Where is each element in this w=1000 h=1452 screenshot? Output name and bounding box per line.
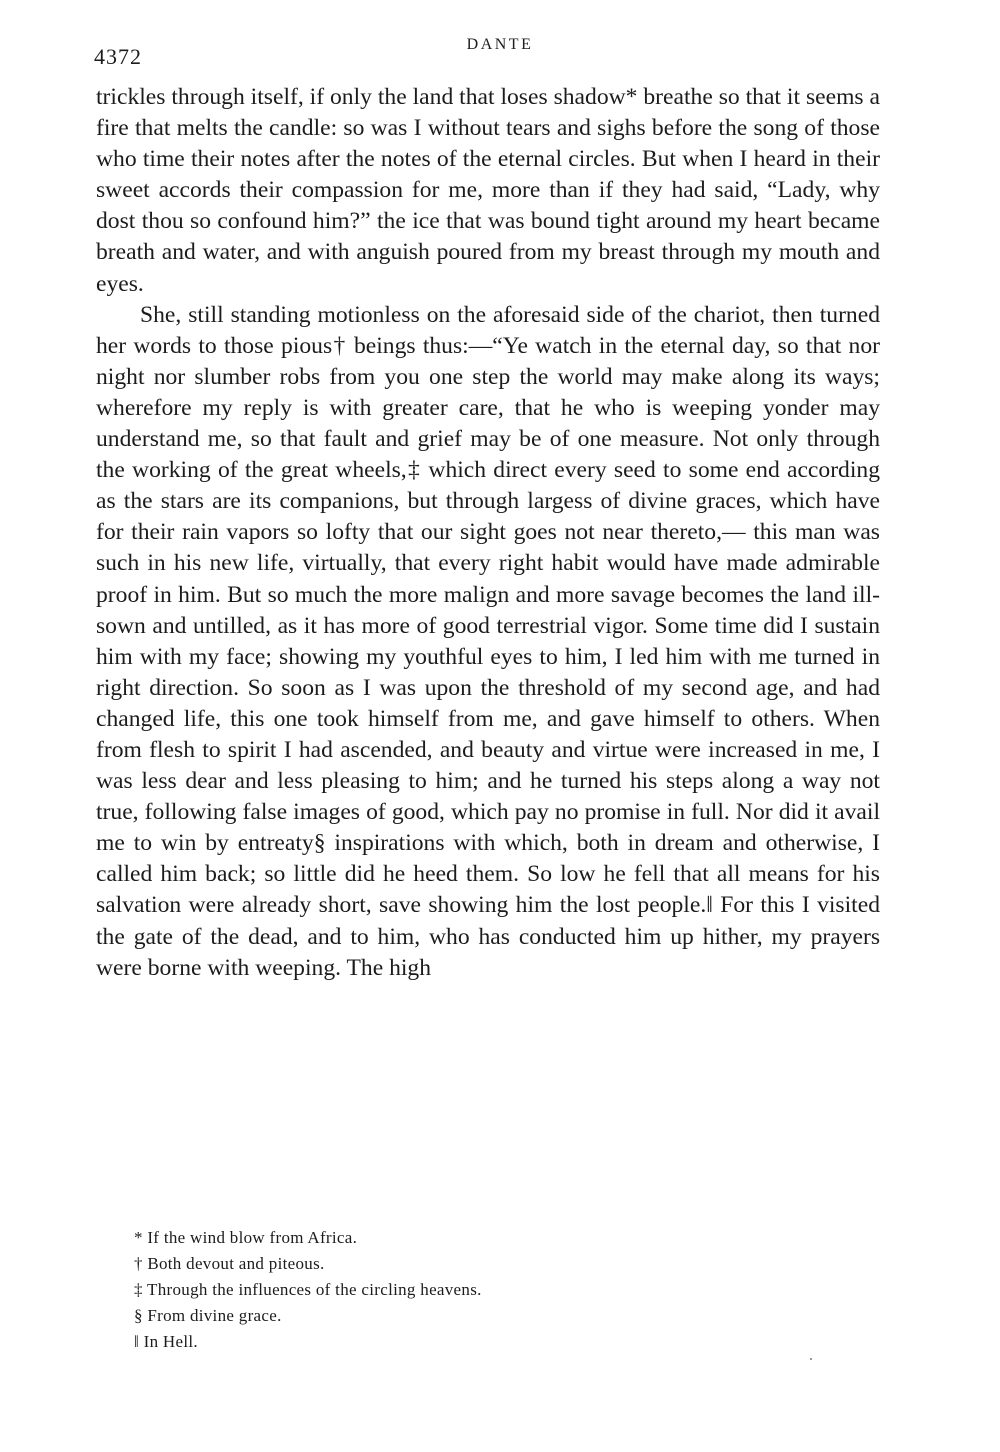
paragraph: She, still standing motionless on the aforesaid side of the chariot, then turned her words to those pious† beings thus:—“Ye watch in the eternal day, so that nor night nor slumber robs from you one step the world may make along its ways; wherefore my reply is with greater care, that he who is weeping yonder may understand me, so that fault and grief may be of one measure. Not only through the working of the great wheels,‡ which direct every seed to some end according as the stars are its companions, but through largess of divine graces, which have for their rain vapors so lofty that our sight goes not near thereto,— this man was such in his new life, virtually, that every right habit would have made admirable proof in him. But so much the more malign and more savage becomes the land ill-sown and untilled, as it has more of good terrestrial vigor. Some time did I sustain him with my face; showing my youthful eyes to him, I led him with me turned in right direction. So soon as I was upon the threshold of my second age, and had changed life, this one took himself from me, and gave himself to others. When from flesh to spirit I had ascended, and beauty and virtue were increased in me, I was less dear and less pleasing to him; and he turned his steps along a way not true, following false images of good, which pay no promise in full. Nor did it avail me to win by entreaty§ inspirations with which, both in dream and otherwise, I called him back; so little did he heed them. So low he fell that all means for his salvation were already short, save showing him the lost people.‖ For this I visited the gate of the dead, and to him, who has conducted him up hither, my prayers were borne with weeping. The high (96, 301, 880, 981)
footnote: * If the wind blow from Africa. (134, 1228, 358, 1247)
footnote: § From divine grace. (134, 1306, 282, 1325)
body-text (96, 82, 880, 984)
page-number: 4372 (94, 44, 142, 69)
footnotes (134, 1225, 482, 1355)
ink-speck (810, 1358, 812, 1360)
footnote: † Both devout and piteous. (134, 1254, 325, 1273)
paragraph: trickles through itself, if only the land that loses shadow* breathe so that it seems a fire that melts the candle: so was I without tears and sighs before the song of those who time their notes after the notes of the eternal circles. But when I heard in their sweet accords their compassion for me, more than if they had said, “Lady, why dost thou so confound him?” the ice that was bound tight around my heart became breath and water, and with anguish poured from my breast through my mouth and eyes. (96, 84, 880, 297)
footnote: ‖ In Hell. (134, 1332, 198, 1351)
running-title: DANTE (466, 36, 534, 53)
footnote: ‡ Through the influences of the circling heavens. (134, 1280, 482, 1299)
